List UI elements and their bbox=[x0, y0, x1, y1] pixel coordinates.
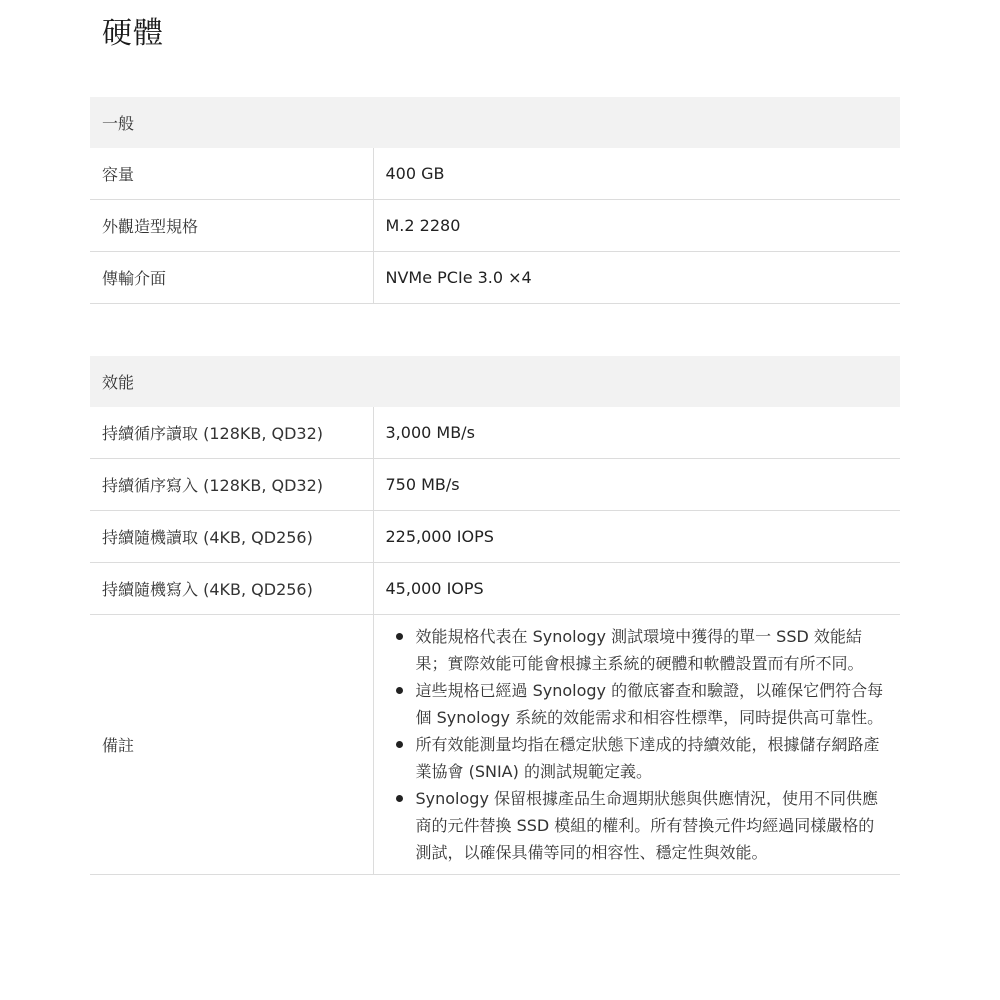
spec-row-seq-write bbox=[90, 459, 900, 511]
spec-value: M.2 2280 bbox=[373, 200, 900, 252]
section-heading: 一般 bbox=[90, 97, 900, 148]
spec-row-form-factor bbox=[90, 200, 900, 252]
section-heading: 效能 bbox=[90, 356, 900, 407]
spec-row-seq-read bbox=[90, 407, 900, 459]
list-item: Synology 保留根據產品生命週期狀態與供應情況，使用不同供應商的元件替換 SSD 模組的權利。所有替換元件均經過同樣嚴格的測試，以確保具備等同的相容性、穩定性與效能。 bbox=[416, 785, 889, 866]
spec-label: 傳輸介面 bbox=[90, 252, 373, 304]
list-item: 這些規格已經過 Synology 的徹底審查和驗證，以確保它們符合每個 Synology 系統的效能需求和相容性標準，同時提供高可靠性。 bbox=[416, 677, 889, 731]
spec-label: 外觀造型規格 bbox=[90, 200, 373, 252]
spec-row-random-read bbox=[90, 511, 900, 563]
list-item: 效能規格代表在 Synology 測試環境中獲得的單一 SSD 效能結果；實際效能可能會根據主系統的硬體和軟體設置而有所不同。 bbox=[416, 623, 889, 677]
list-item: 所有效能測量均指在穩定狀態下達成的持續效能，根據儲存網路產業協會 (SNIA) 的測試規範定義。 bbox=[416, 731, 889, 785]
spec-label: 持續隨機讀取 (4KB, QD256) bbox=[90, 511, 373, 563]
spec-label: 容量 bbox=[90, 148, 373, 200]
notes-cell bbox=[373, 615, 900, 875]
spec-value: 225,000 IOPS bbox=[373, 511, 900, 563]
spec-label: 備註 bbox=[90, 615, 373, 875]
spec-row-notes bbox=[90, 615, 900, 875]
section-header-general bbox=[90, 97, 900, 148]
performance-spec-table bbox=[90, 356, 900, 875]
spec-value: NVMe PCIe 3.0 ×4 bbox=[373, 252, 900, 304]
spec-label: 持續循序寫入 (128KB, QD32) bbox=[90, 459, 373, 511]
spec-row-interface bbox=[90, 252, 900, 304]
spec-value: 45,000 IOPS bbox=[373, 563, 900, 615]
spec-row-capacity bbox=[90, 148, 900, 200]
spec-label: 持續循序讀取 (128KB, QD32) bbox=[90, 407, 373, 459]
general-spec-table bbox=[90, 97, 900, 304]
notes-list bbox=[386, 623, 889, 866]
section-header-performance bbox=[90, 356, 900, 407]
page-title: 硬體 bbox=[102, 16, 164, 51]
spec-value: 400 GB bbox=[373, 148, 900, 200]
spec-value: 3,000 MB/s bbox=[373, 407, 900, 459]
spec-value: 750 MB/s bbox=[373, 459, 900, 511]
spec-row-random-write bbox=[90, 563, 900, 615]
spec-label: 持續隨機寫入 (4KB, QD256) bbox=[90, 563, 373, 615]
